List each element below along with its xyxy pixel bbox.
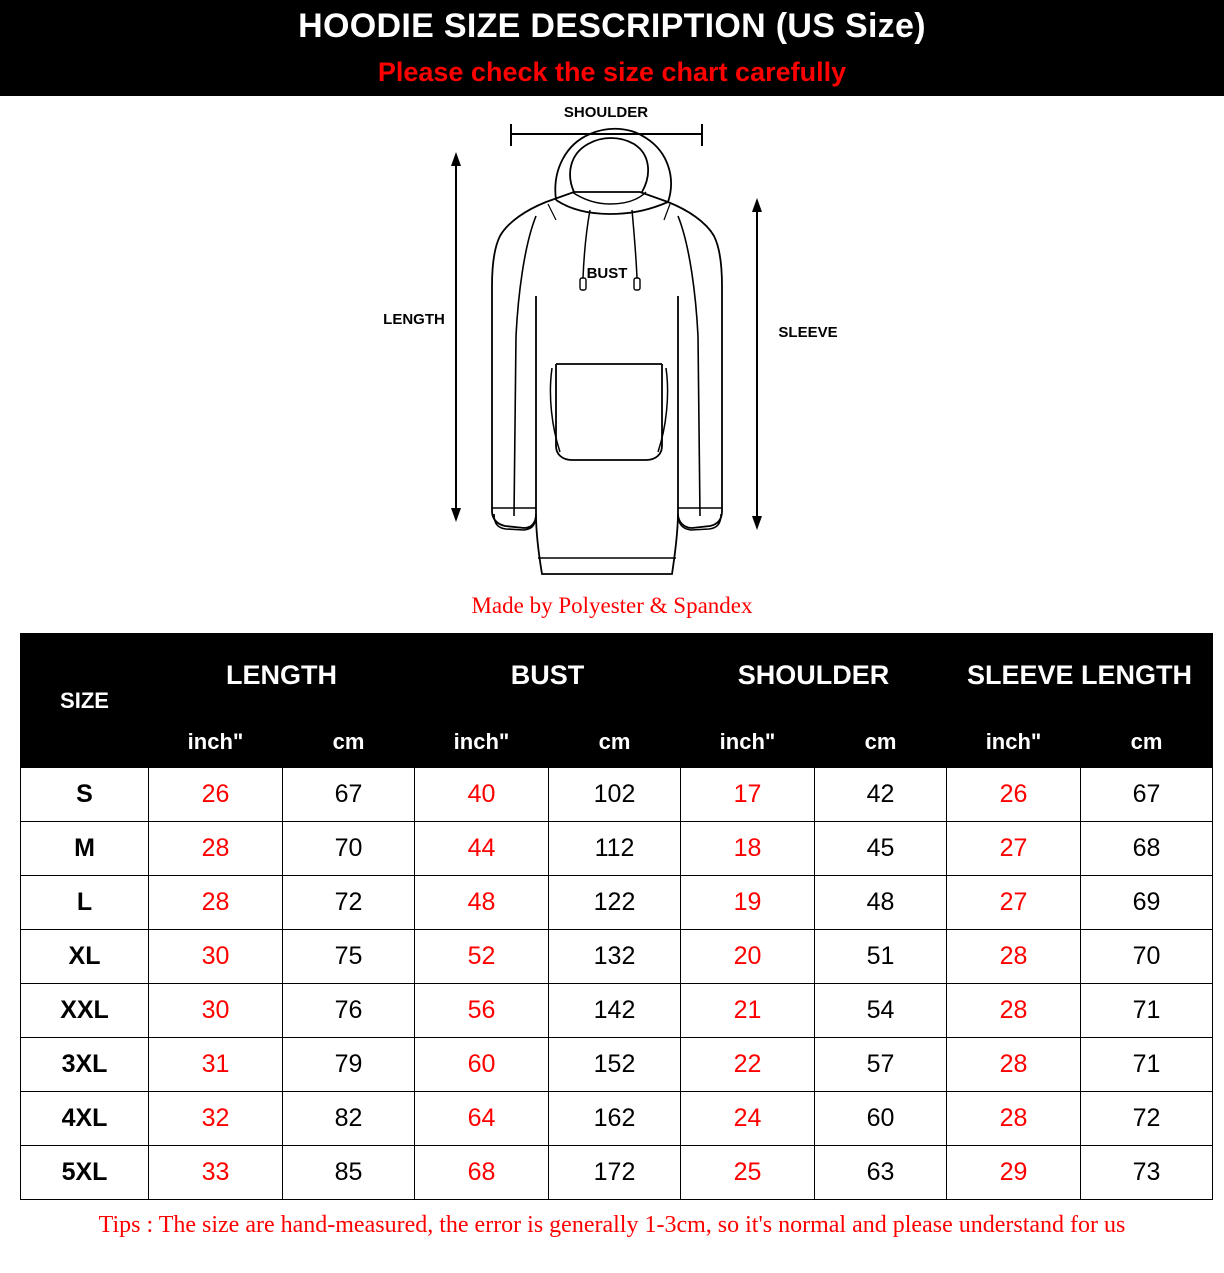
cell-sleeve-cm: 72	[1081, 1092, 1213, 1146]
cell-bust-inch: 40	[415, 768, 549, 822]
cell-bust-cm: 172	[549, 1146, 681, 1200]
cell-bust-inch: 48	[415, 876, 549, 930]
header-size: SIZE	[21, 634, 149, 768]
size-table-body	[21, 768, 1213, 1200]
table-row	[21, 876, 1213, 930]
cell-bust-inch: 52	[415, 930, 549, 984]
tips-note: Tips : The size are hand-measured, the error is generally 1-3cm, so it's normal and please understand for us	[98, 1212, 1126, 1238]
page-title: HOODIE SIZE DESCRIPTION (US Size)	[298, 7, 926, 45]
cell-length-cm: 79	[283, 1038, 415, 1092]
cell-sleeve-inch: 27	[947, 822, 1081, 876]
cell-bust-inch: 68	[415, 1146, 549, 1200]
cell-length-inch: 28	[149, 822, 283, 876]
table-header-units	[21, 717, 1213, 768]
row-size: S	[21, 768, 149, 822]
cell-sleeve-inch: 28	[947, 1092, 1081, 1146]
row-size: M	[21, 822, 149, 876]
header-sleeve-length: SLEEVE LENGTH	[947, 634, 1213, 717]
cell-shoulder-inch: 22	[681, 1038, 815, 1092]
hoodie-measurement-diagram	[0, 96, 1224, 591]
page-header	[0, 0, 1224, 54]
row-size: XL	[21, 930, 149, 984]
cell-bust-cm: 102	[549, 768, 681, 822]
header-shoulder: SHOULDER	[681, 634, 947, 717]
row-size: L	[21, 876, 149, 930]
cell-sleeve-cm: 69	[1081, 876, 1213, 930]
cell-shoulder-cm: 54	[815, 984, 947, 1038]
cell-shoulder-inch: 20	[681, 930, 815, 984]
header-unit-cm-sleeve: cm	[1081, 717, 1213, 768]
label-shoulder: SHOULDER	[563, 104, 649, 121]
header-unit-cm-bust: cm	[549, 717, 681, 768]
cell-sleeve-cm: 70	[1081, 930, 1213, 984]
cell-shoulder-inch: 19	[681, 876, 815, 930]
cell-length-cm: 72	[283, 876, 415, 930]
cell-bust-inch: 44	[415, 822, 549, 876]
cell-length-inch: 30	[149, 984, 283, 1038]
cell-shoulder-inch: 17	[681, 768, 815, 822]
cell-bust-cm: 152	[549, 1038, 681, 1092]
cell-sleeve-inch: 28	[947, 930, 1081, 984]
row-size: 3XL	[21, 1038, 149, 1092]
cell-length-inch: 33	[149, 1146, 283, 1200]
page-subtitle: Please check the size chart carefully	[377, 57, 847, 87]
cell-sleeve-inch: 28	[947, 1038, 1081, 1092]
cell-sleeve-cm: 71	[1081, 984, 1213, 1038]
cell-bust-cm: 142	[549, 984, 681, 1038]
page-subheader	[0, 54, 1224, 96]
cell-length-cm: 67	[283, 768, 415, 822]
cell-shoulder-cm: 60	[815, 1092, 947, 1146]
table-row	[21, 1038, 1213, 1092]
row-size: XXL	[21, 984, 149, 1038]
cell-shoulder-cm: 45	[815, 822, 947, 876]
cell-bust-inch: 56	[415, 984, 549, 1038]
cell-sleeve-inch: 28	[947, 984, 1081, 1038]
cell-sleeve-cm: 73	[1081, 1146, 1213, 1200]
table-row	[21, 1092, 1213, 1146]
cell-shoulder-cm: 63	[815, 1146, 947, 1200]
size-table-container	[0, 619, 1224, 1200]
header-unit-inch-length: inch"	[149, 717, 283, 768]
cell-bust-cm: 122	[549, 876, 681, 930]
cell-shoulder-cm: 42	[815, 768, 947, 822]
table-row	[21, 1146, 1213, 1200]
cell-sleeve-inch: 26	[947, 768, 1081, 822]
cell-shoulder-cm: 57	[815, 1038, 947, 1092]
table-row	[21, 768, 1213, 822]
cell-length-inch: 28	[149, 876, 283, 930]
cell-shoulder-inch: 25	[681, 1146, 815, 1200]
size-table	[20, 633, 1213, 1200]
cell-length-cm: 75	[283, 930, 415, 984]
cell-length-cm: 82	[283, 1092, 415, 1146]
cell-shoulder-inch: 18	[681, 822, 815, 876]
header-bust: BUST	[415, 634, 681, 717]
cell-length-inch: 32	[149, 1092, 283, 1146]
cell-shoulder-cm: 48	[815, 876, 947, 930]
cell-bust-inch: 64	[415, 1092, 549, 1146]
header-unit-cm-length: cm	[283, 717, 415, 768]
material-caption: Made by Polyester & Spandex	[471, 593, 753, 618]
header-unit-inch-shoulder: inch"	[681, 717, 815, 768]
cell-shoulder-inch: 21	[681, 984, 815, 1038]
cell-sleeve-cm: 68	[1081, 822, 1213, 876]
cell-bust-inch: 60	[415, 1038, 549, 1092]
cell-length-cm: 85	[283, 1146, 415, 1200]
cell-length-cm: 70	[283, 822, 415, 876]
cell-shoulder-cm: 51	[815, 930, 947, 984]
table-row	[21, 822, 1213, 876]
label-length: LENGTH	[383, 311, 445, 328]
hoodie-illustration	[0, 96, 1224, 591]
cell-length-inch: 30	[149, 930, 283, 984]
cell-length-inch: 31	[149, 1038, 283, 1092]
cell-bust-cm: 132	[549, 930, 681, 984]
label-sleeve: SLEEVE	[778, 324, 838, 341]
header-unit-cm-shoulder: cm	[815, 717, 947, 768]
cell-bust-cm: 162	[549, 1092, 681, 1146]
cell-shoulder-inch: 24	[681, 1092, 815, 1146]
row-size: 4XL	[21, 1092, 149, 1146]
label-bust: BUST	[586, 265, 628, 282]
cell-length-cm: 76	[283, 984, 415, 1038]
header-length: LENGTH	[149, 634, 415, 717]
cell-sleeve-inch: 29	[947, 1146, 1081, 1200]
row-size: 5XL	[21, 1146, 149, 1200]
cell-sleeve-inch: 27	[947, 876, 1081, 930]
cell-sleeve-cm: 71	[1081, 1038, 1213, 1092]
size-table-head	[21, 634, 1213, 768]
header-unit-inch-sleeve: inch"	[947, 717, 1081, 768]
cell-sleeve-cm: 67	[1081, 768, 1213, 822]
table-row	[21, 930, 1213, 984]
cell-length-inch: 26	[149, 768, 283, 822]
cell-bust-cm: 112	[549, 822, 681, 876]
table-header-groups	[21, 634, 1213, 717]
table-row	[21, 984, 1213, 1038]
header-unit-inch-bust: inch"	[415, 717, 549, 768]
